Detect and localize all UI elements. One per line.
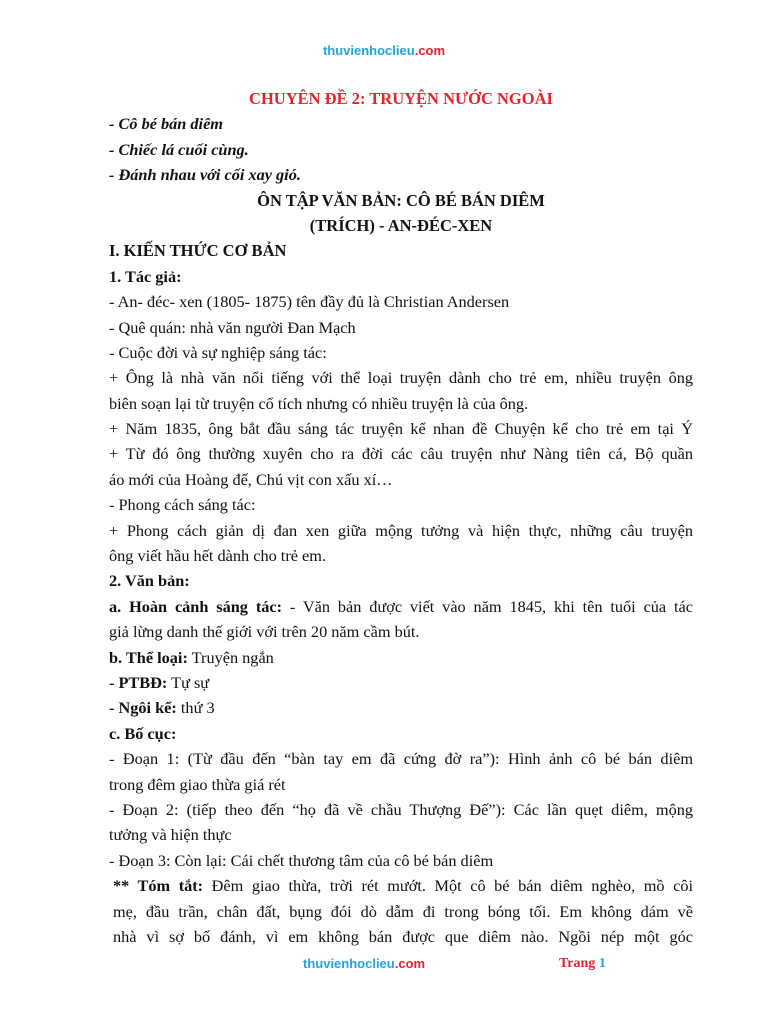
author-line: - Quê quán: nhà văn người Đan Mạch [109, 317, 356, 337]
author-heading: 1. Tác giả: [109, 266, 182, 286]
summary-line: mẹ, đầu trần, chân đất, bụng đói dò dẫm đi trong bóng tối. Em không dám về [113, 901, 693, 921]
review-subtitle: (TRÍCH) - AN-ĐÉC-XEN [309, 215, 493, 235]
author-line: ông viết hầu hết dành cho trẻ em. [109, 546, 327, 566]
narrator-line [109, 695, 693, 720]
text-heading: 2. Văn bản: [109, 571, 190, 591]
work-item: - Đánh nhau với cối xay gió. [109, 165, 301, 185]
page-label: Trang [559, 956, 599, 971]
mode-line [109, 670, 693, 695]
summary-line: nhà vì sợ bố đánh, vì em không bán được que diêm nào. Ngồi nép một góc [113, 926, 693, 946]
narrator-text: thứ 3 [176, 698, 215, 718]
page-number-value: 1 [598, 956, 606, 971]
section-heading: I. KIẾN THỨC CƠ BẢN [109, 241, 287, 261]
author-line: + Ông là nhà văn nổi tiếng với thể loại truyện dành cho trẻ em, nhiều truyện ông [109, 368, 693, 388]
summary-label: ** Tóm tắt: [113, 876, 204, 896]
page-header [0, 43, 768, 58]
page-number [559, 956, 606, 972]
footer-site-name: thuvienhoclieu [303, 956, 395, 971]
footer-site-domain: .com [394, 956, 426, 971]
summary-line [109, 873, 693, 898]
layout-line: tưởng và hiện thực [109, 825, 232, 845]
document-body [109, 86, 693, 949]
review-title: ÔN TẬP VĂN BẢN: CÔ BÉ BÁN DIÊM [257, 190, 545, 210]
author-line: + Phong cách giản dị đan xen giữa mộng tưởng và hiện thực, những câu truyện [109, 520, 693, 540]
header-site-domain: .com [414, 43, 446, 58]
author-line: - Phong cách sáng tác: [109, 495, 256, 515]
summary-text: Đêm giao thừa, trời rét mướt. Một cô bé bán diêm nghèo, mồ côi [203, 876, 693, 896]
genre-text: Truyện ngắn [187, 647, 274, 667]
author-line: + Từ đó ông thường xuyên cho ra đời các câu truyện như Nàng tiên cá, Bộ quần [109, 444, 693, 464]
footer-site [303, 956, 425, 971]
layout-line: - Đoạn 1: (Từ đầu đến “bàn tay em đã cứng đờ ra”): Hình ảnh cô bé bán diêm [109, 749, 693, 769]
circumstance-line: giả lừng danh thế giới với trên 20 năm cầm bút. [109, 622, 420, 642]
genre-label: b. Thể loại: [109, 647, 188, 667]
narrator-label: - Ngôi kể: [109, 698, 177, 718]
layout-line: - Đoạn 2: (tiếp theo đến “họ đã về chầu Thượng Đế”): Các lần quẹt diêm, mộng [109, 799, 693, 819]
author-line: - An- đéc- xen (1805- 1875) tên đầy đủ là Christian Andersen [109, 292, 510, 312]
author-line: + Năm 1835, ông bắt đầu sáng tác truyện kể nhan đề Chuyện kể cho trẻ em tại Ý [109, 419, 693, 439]
author-line: - Cuộc đời và sự nghiệp sáng tác: [109, 342, 327, 362]
document-title: CHUYÊN ĐỀ 2: TRUYỆN NƯỚC NGOÀI [249, 89, 553, 108]
work-item: - Cô bé bán diêm [109, 114, 223, 134]
author-line: áo mới của Hoàng đế, Chú vịt con xấu xí… [109, 469, 393, 489]
header-site-name: thuvienhoclieu [322, 43, 415, 58]
circumstance-label: a. Hoàn cảnh sáng tác: [109, 596, 283, 616]
circumstance-text: - Văn bản được viết vào năm 1845, khi tên tuổi của tác [282, 596, 693, 616]
circumstance-line [109, 594, 693, 619]
layout-line: - Đoạn 3: Còn lại: Cái chết thương tâm của cô bé bán diêm [109, 850, 494, 870]
mode-label: - PTBĐ: [109, 672, 168, 692]
work-item: - Chiếc lá cuối cùng. [109, 139, 249, 159]
genre-line [109, 645, 693, 670]
author-line: biên soạn lại từ truyện cổ tích nhưng có nhiều truyện là của ông. [109, 393, 529, 413]
layout-line: trong đêm giao thừa giá rét [109, 774, 286, 794]
mode-text: Tự sự [167, 672, 210, 692]
layout-heading: c. Bố cục: [109, 723, 177, 743]
